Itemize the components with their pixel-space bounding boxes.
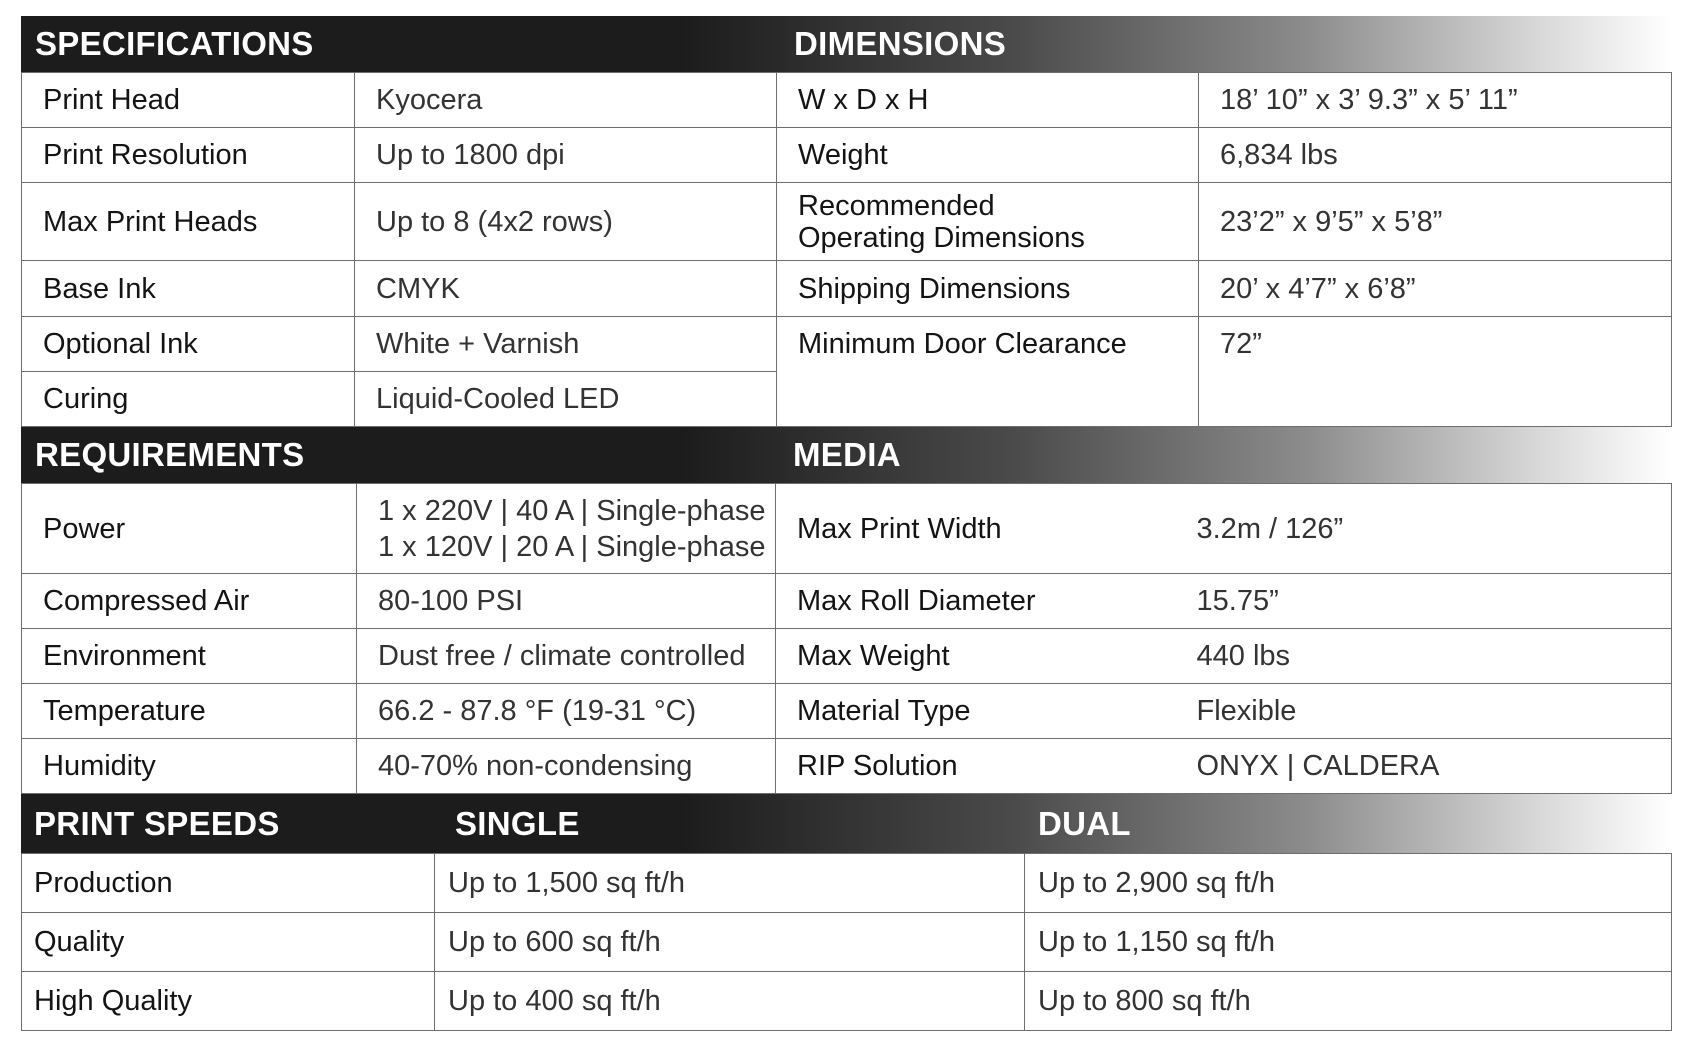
spec-label: Curing: [22, 372, 355, 427]
requirement-value: 80-100 PSI: [357, 574, 776, 629]
single-speed-value: Up to 400 sq ft/h: [435, 972, 1025, 1031]
table-row: [22, 261, 1672, 317]
requirement-label: Temperature: [22, 684, 357, 739]
print-speeds-header: [21, 794, 1671, 853]
spec-label: Optional Ink: [22, 317, 355, 372]
speed-mode-label: Production: [22, 854, 435, 913]
dimension-label: Weight: [777, 128, 1199, 183]
dimension-label-line: Recommended: [798, 189, 995, 222]
requirement-value: 66.2 - 87.8 °F (19-31 °C): [357, 684, 776, 739]
requirement-label: Compressed Air: [22, 574, 357, 629]
dimension-value: 18’ 10” x 3’ 9.3” x 5’ 11”: [1199, 73, 1672, 128]
dual-speed-value: Up to 2,900 sq ft/h: [1025, 854, 1672, 913]
speed-mode-label: Quality: [22, 913, 435, 972]
media-label: Max Weight: [776, 629, 1176, 684]
spec-label: Base Ink: [22, 261, 355, 317]
requirements-media-header: [21, 427, 1671, 483]
dual-speed-value: Up to 1,150 sq ft/h: [1025, 913, 1672, 972]
table-row: [22, 854, 1672, 913]
media-value: 440 lbs: [1176, 629, 1672, 684]
dual-speed-value: Up to 800 sq ft/h: [1025, 972, 1672, 1031]
media-label: RIP Solution: [776, 739, 1176, 794]
print-speeds-title: PRINT SPEEDS: [34, 804, 280, 842]
spec-value: Kyocera: [355, 73, 777, 128]
specifications-title: SPECIFICATIONS: [35, 25, 314, 62]
spec-label: Print Head: [22, 73, 355, 128]
requirement-value: Dust free / climate controlled: [357, 629, 776, 684]
dimension-label: [777, 183, 1199, 261]
spec-label: Max Print Heads: [22, 183, 355, 261]
dimension-value: 20’ x 4’7” x 6’8”: [1199, 261, 1672, 317]
table-row: [22, 183, 1672, 261]
requirements-title: REQUIREMENTS: [35, 436, 305, 473]
table-row: [22, 684, 1672, 739]
specs-dimensions-table: [21, 72, 1672, 427]
media-label: Material Type: [776, 684, 1176, 739]
requirement-value-line: 1 x 120V | 20 A | Single-phase: [378, 530, 766, 563]
dimension-label: W x D x H: [777, 73, 1199, 128]
spec-sheet: [21, 16, 1671, 1031]
table-row: [22, 629, 1672, 684]
requirements-media-table: [21, 483, 1672, 794]
specs-dimensions-header: [21, 16, 1671, 72]
single-speed-value: Up to 600 sq ft/h: [435, 913, 1025, 972]
spec-value: Up to 8 (4x2 rows): [355, 183, 777, 261]
single-speed-value: Up to 1,500 sq ft/h: [435, 854, 1025, 913]
table-row: [22, 574, 1672, 629]
requirement-label: Environment: [22, 629, 357, 684]
table-row: [22, 739, 1672, 794]
media-value: ONYX | CALDERA: [1176, 739, 1672, 794]
dual-column-title: DUAL: [1038, 804, 1131, 842]
table-row: [22, 317, 1672, 372]
spec-value: Up to 1800 dpi: [355, 128, 777, 183]
requirement-label: Power: [22, 484, 357, 574]
media-label: Max Roll Diameter: [776, 574, 1176, 629]
print-speeds-table: [21, 853, 1672, 1031]
requirement-value: [357, 484, 776, 574]
media-title: MEDIA: [793, 436, 901, 473]
requirement-label: Humidity: [22, 739, 357, 794]
requirement-value-line: 1 x 220V | 40 A | Single-phase: [378, 494, 766, 527]
table-row: [22, 972, 1672, 1031]
dimension-label: Minimum Door Clearance: [777, 317, 1199, 427]
table-row: [22, 128, 1672, 183]
table-row: [22, 913, 1672, 972]
single-column-title: SINGLE: [455, 804, 580, 842]
table-row: [22, 73, 1672, 128]
dimension-value: 72”: [1199, 317, 1672, 427]
media-value: 15.75”: [1176, 574, 1672, 629]
requirement-value: 40-70% non-condensing: [357, 739, 776, 794]
media-label: Max Print Width: [776, 484, 1176, 574]
spec-value: CMYK: [355, 261, 777, 317]
dimension-label: Shipping Dimensions: [777, 261, 1199, 317]
spec-label: Print Resolution: [22, 128, 355, 183]
spec-value: Liquid-Cooled LED: [355, 372, 777, 427]
media-value: 3.2m / 126”: [1176, 484, 1672, 574]
dimensions-title: DIMENSIONS: [794, 25, 1007, 62]
dimension-label-line: Operating Dimensions: [798, 221, 1085, 254]
media-value: Flexible: [1176, 684, 1672, 739]
speed-mode-label: High Quality: [22, 972, 435, 1031]
dimension-value: 23’2” x 9’5” x 5’8”: [1199, 183, 1672, 261]
table-row: [22, 484, 1672, 574]
dimension-value: 6,834 lbs: [1199, 128, 1672, 183]
spec-value: White + Varnish: [355, 317, 777, 372]
